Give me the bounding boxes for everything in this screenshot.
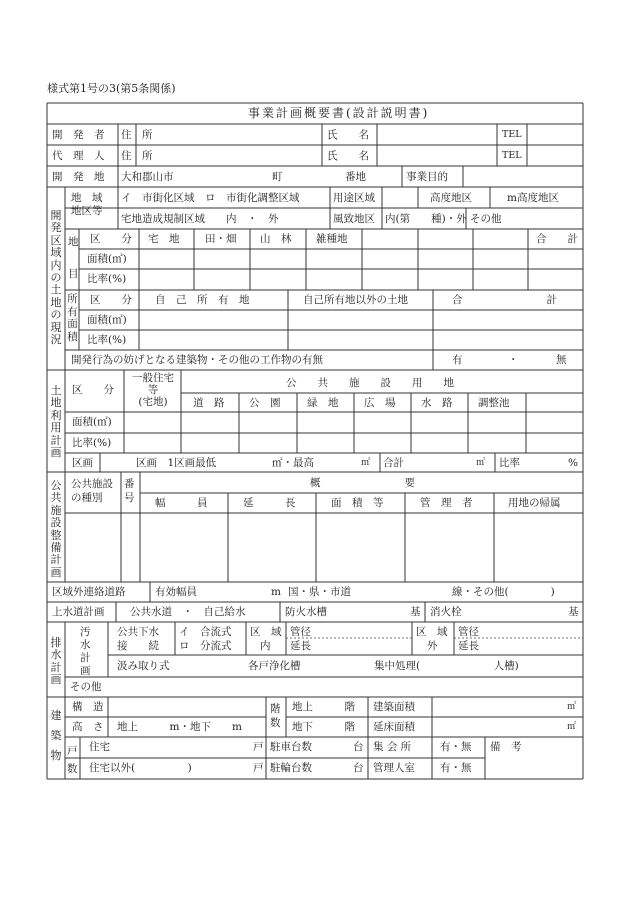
land-category-label-2: 目 (68, 268, 79, 280)
parking-label: 駐車台数 (270, 741, 312, 753)
lot-max-label: ㎡・最高 (272, 457, 314, 469)
lot-label: 区画 (72, 457, 93, 469)
col-land-ownership: 用地の帰属 (508, 497, 561, 509)
developer-tel-label: TEL (502, 129, 522, 140)
area-district-label: 地 域 地区等 (71, 192, 103, 217)
obstruction-no: 無 (556, 354, 567, 366)
lot-ratio-label: 比率 (499, 457, 520, 469)
hydrant-unit: 基 (568, 606, 579, 618)
lot-minimum-label: 区画 1区画最低 (136, 457, 217, 469)
floors-label: 階 数 (270, 703, 281, 729)
ownership-total-label: 合 計 (452, 294, 557, 306)
col-length: 延 長 (243, 497, 296, 509)
scenic-district-label: 風致地区 (333, 213, 375, 225)
hydrant-label: 消火栓 (430, 606, 462, 618)
height-district-label: 高度地区 (430, 192, 472, 204)
obstruction-yes: 有 (452, 354, 463, 366)
external-road-label: 区域外連絡道路 (52, 586, 126, 598)
overview-header: 概 要 (310, 477, 415, 489)
pipe-length-outside: 延長 (458, 640, 479, 652)
structure-label: 構 造 (72, 701, 104, 713)
facility-green: 緑 地 (307, 397, 339, 409)
sewage-label-plan: 計 画 (80, 652, 91, 677)
lot-total-sqm: ㎡ (476, 458, 486, 468)
manager-room-value: 有・無 (440, 762, 472, 774)
agent-name-label: 氏 名 (327, 150, 369, 162)
obstruction-dot: ・ (508, 354, 519, 366)
bicycle-parking-unit: 台 (353, 762, 364, 774)
developer-label: 開 発 者 (52, 129, 105, 141)
lot-total-label: 合計 (383, 457, 404, 469)
form-number: 様式第1号の3(第5条関係) (47, 82, 176, 95)
non-residential-units-label: 住宅以外( ) (89, 762, 192, 774)
form-title: 事業計画概要書(設計説明書) (248, 106, 430, 120)
land-use-area-label: 面積(㎡) (72, 416, 112, 428)
manager-room-label: 管理人室 (373, 762, 415, 774)
obstruction-label: 開発行為の妨げとなる建築物・その他の工作物の有無 (71, 354, 323, 366)
dev-site-city: 大和郡山市 (121, 171, 174, 183)
category-misc: 雑種地 (316, 233, 348, 245)
facility-road: 道 路 (193, 397, 225, 409)
area-inside-label: 区 域 (250, 626, 282, 638)
category-field: 田・畑 (205, 233, 237, 245)
building-area-label: 建築面積 (373, 701, 415, 713)
scenic-district-value: 内(第 種)・外 (385, 213, 467, 225)
land-category-label: 地 (68, 236, 79, 248)
facility-retention-pond: 調整池 (478, 397, 510, 409)
col-area: 面 積 等 (331, 497, 384, 509)
other-land-label: 自己所有地以外の土地 (303, 294, 408, 306)
category-forest: 山 林 (260, 233, 292, 245)
facility-number-label: 番 号 (124, 478, 135, 504)
section-current-land: 開発区域内の土地の現況 (50, 209, 62, 347)
business-purpose-label: 事業目的 (406, 171, 448, 183)
facility-waterway: 水 路 (421, 397, 453, 409)
own-land-label: 自 己 所 有 地 (155, 294, 250, 306)
height-label: 高 さ (72, 721, 104, 733)
connection-label: 接 続 (117, 640, 159, 652)
facility-type-label: 公共施設 の種別 (71, 478, 113, 504)
category-residential: 宅 地 (148, 233, 180, 245)
water-plan-label: 上水道計画 (52, 606, 105, 618)
ownership-ratio-row-label: 比率(%) (87, 334, 127, 346)
meeting-hall-value: 有・無 (440, 741, 472, 753)
non-residential-units-unit: 戸 (253, 762, 264, 774)
other-label: その他 (470, 213, 502, 225)
floors-below: 地下 階 (292, 721, 355, 733)
pipe-diameter-outside: 管径 (458, 626, 479, 638)
pit-toilet-label: 汲み取り式 (117, 660, 170, 672)
floors-above: 地上 階 (292, 701, 355, 713)
facility-park: 公 園 (249, 397, 281, 409)
combined-system: イ 合流式 (179, 626, 232, 638)
remarks-label: 備 考 (490, 741, 522, 753)
residential-units-unit: 戸 (253, 741, 264, 753)
lot-percent: % (568, 457, 578, 469)
residential-units-label: 住宅 (89, 741, 110, 753)
ownership-area-label: 所有面積 (67, 293, 78, 343)
land-use-ratio-label: 比率(%) (72, 437, 112, 449)
public-facilities-header: 公 共 施 設 用 地 (286, 377, 454, 389)
building-area-unit: ㎡ (567, 702, 577, 712)
agent-label: 代 理 人 (52, 150, 105, 162)
public-sewer-label: 公共下水 (117, 626, 159, 638)
septic-tank-label: 各戸浄化槽 (248, 660, 301, 672)
meeting-hall-label: 集 会 所 (373, 741, 412, 753)
section-public-facilities: 公共施設整備計画 (50, 479, 62, 579)
dev-site-banchi: 番地 (345, 171, 366, 183)
col-manager: 管 理 者 (420, 497, 473, 509)
ownership-header: 区 分 (90, 294, 132, 306)
dev-site-label: 開 発 地 (52, 171, 105, 183)
pipe-diameter-inside: 管径 (290, 626, 311, 638)
dev-site-town: 町 (272, 171, 283, 183)
fire-tank-label: 防火水槽 (285, 606, 327, 618)
pipe-length-inside: 延長 (290, 640, 311, 652)
road-type-label: 国・県・市道 (288, 586, 351, 598)
general-housing-label: 一般住宅 等 (宅地) (132, 372, 174, 408)
land-use-category-header: 区 分 (72, 384, 114, 396)
ownership-area-row-label: 面積(㎡) (87, 314, 127, 326)
units-label: 戸 数 (67, 745, 78, 775)
zoning-options: イ 市街化区域 ロ 市街化調整区域 (121, 192, 300, 204)
agent-tel-label: TEL (502, 150, 522, 161)
area-outside-value: 外 (427, 640, 438, 652)
section-land-use: 土地利用計画 (50, 384, 62, 460)
facility-plaza: 広 場 (364, 397, 396, 409)
drain-other-label: その他 (70, 681, 102, 693)
road-line-other: 線・その他( ) (452, 586, 555, 598)
developer-name-label: 氏 名 (327, 129, 369, 141)
agent-address-label: 住 所 (121, 150, 153, 162)
area-inside-value: 内 (260, 640, 271, 652)
height-district-m: m高度地区 (507, 192, 559, 204)
developer-address-label: 住 所 (121, 129, 153, 141)
category-area-label: 面積(㎡) (87, 253, 127, 265)
floor-area-label: 延床面積 (373, 721, 415, 733)
fire-tank-unit: 基 (410, 606, 421, 618)
height-value: 地上 m・地下 m (117, 721, 242, 733)
category-ratio-label: 比率(%) (87, 273, 127, 285)
floor-area-unit: ㎡ (567, 722, 577, 732)
central-treatment-label: 集中処理( 人槽) (374, 660, 519, 672)
lot-sqm: ㎡ (361, 458, 371, 468)
area-outside-label: 区 域 (416, 626, 448, 638)
parking-unit: 台 (353, 741, 364, 753)
section-building: 建築物 (50, 709, 62, 762)
bicycle-parking-label: 駐輪台数 (270, 762, 312, 774)
category-header: 区 分 (90, 233, 132, 245)
separate-system: ロ 分流式 (179, 640, 232, 652)
category-total: 合 計 (536, 233, 578, 245)
sewage-label: 汚 水 (80, 626, 91, 651)
use-zone-label: 用途区域 (333, 192, 375, 204)
effective-width-unit: m (271, 586, 281, 598)
effective-width-label: 有効幅員 (155, 586, 197, 598)
section-drainage: 排水計画 (50, 636, 62, 687)
landfill-regulation: 宅地造成規制区域 内 ・ 外 (121, 213, 279, 225)
water-supply-options: 公共水道 ・ 自己給水 (130, 606, 246, 618)
col-width: 幅 員 (155, 497, 208, 509)
